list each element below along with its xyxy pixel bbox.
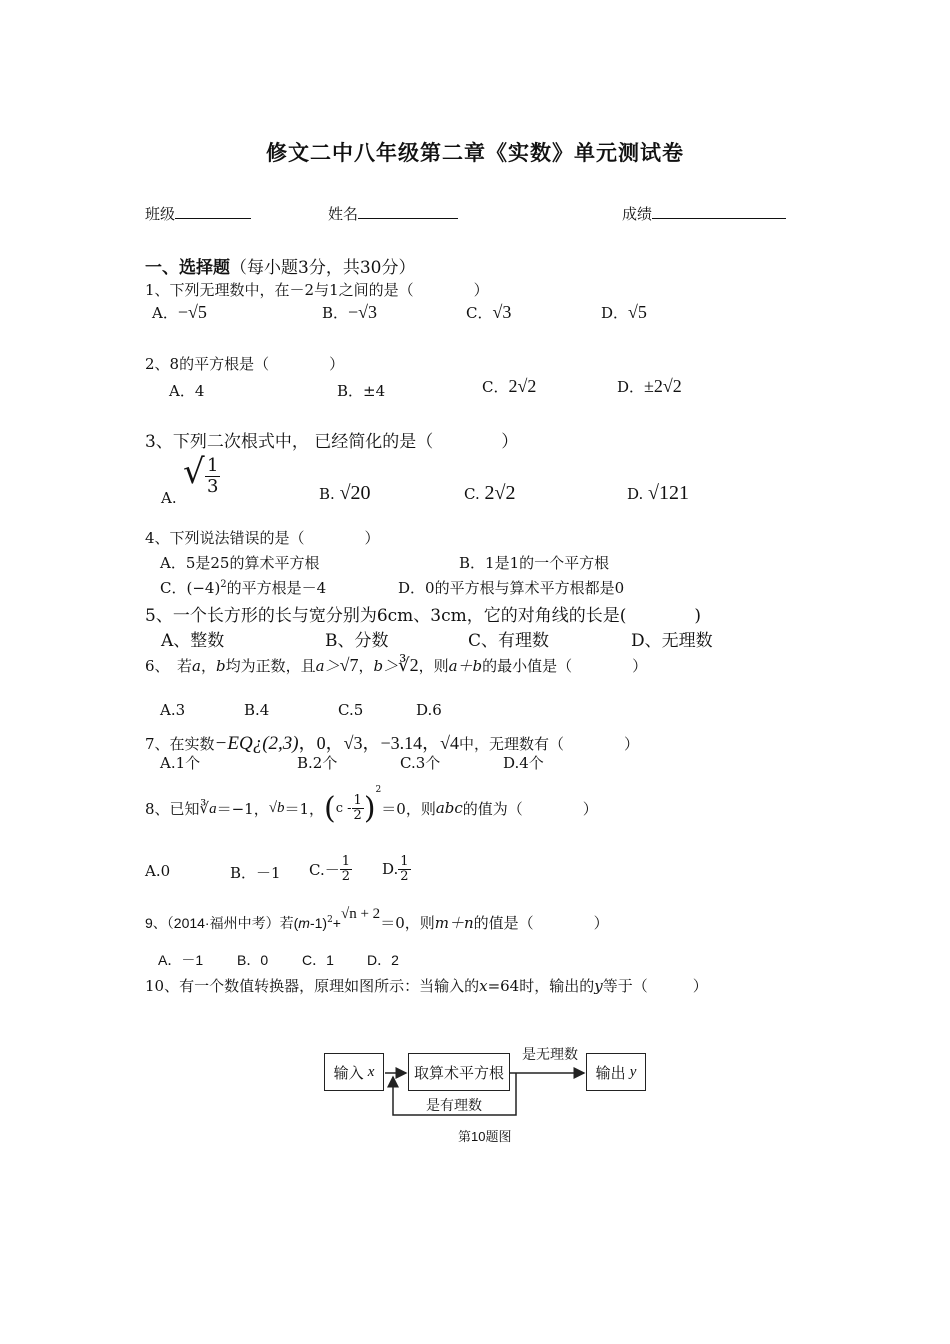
q8-sqrt-b: √b	[268, 799, 285, 816]
q4-stem: 4、下列说法错误的是（ ）	[145, 529, 380, 547]
q7-option-c[interactable]: C.3个	[400, 754, 441, 772]
q6-option-a[interactable]: A.3	[160, 701, 186, 719]
q1-c-value: √3	[492, 302, 512, 322]
q2-option-b[interactable]: B．±4	[337, 382, 386, 400]
q1-option-b[interactable]	[322, 302, 377, 323]
q3-option-a[interactable]	[161, 452, 219, 507]
q7-option-a[interactable]: A.1个	[160, 754, 201, 772]
name-field[interactable]	[328, 203, 458, 224]
score-field[interactable]	[622, 203, 786, 224]
q8-d-frac	[398, 855, 410, 884]
q10-y: y	[594, 977, 603, 995]
q5-stem: 5、一个长方形的长与宽分别为6cm、3cm，它的对角线的长是( )	[145, 606, 701, 626]
converter-diagram	[300, 1040, 660, 1150]
q3-c-value: 2√2	[484, 482, 516, 504]
q2-option-a[interactable]: A．4	[169, 382, 205, 400]
q4-option-a[interactable]: A．5是25的算术平方根	[160, 554, 320, 572]
q3-b-label: B.	[319, 485, 335, 503]
q3-a-fraction	[205, 456, 220, 497]
q3-a-sqrt-icon: √	[183, 452, 205, 492]
q3-d-label: D.	[627, 485, 644, 503]
q6-comma: ，	[201, 657, 217, 675]
section-heading	[145, 253, 415, 278]
q3-b-value: √20	[339, 482, 371, 504]
q10-stem	[145, 975, 708, 996]
q8-option-c[interactable]	[309, 850, 352, 888]
q6-stem	[145, 655, 647, 676]
q7-expr: −EQ¿(2,3)	[214, 733, 299, 754]
q6-pre: 6、 若	[145, 657, 193, 675]
q6-sep: ，	[358, 657, 374, 675]
q1-d-value: √5	[628, 302, 647, 322]
q4-option-c[interactable]	[160, 577, 326, 598]
q8-option-d[interactable]	[382, 850, 411, 888]
q8-left-paren-icon: (	[324, 790, 336, 826]
q10-pre: 10、有一个数值转换器，原理如图所示：当输入的	[145, 977, 480, 995]
q1-a-label: A．	[152, 304, 178, 322]
q8-eq2: ＝1，	[284, 799, 325, 818]
q7-option-d[interactable]: D.4个	[503, 754, 544, 772]
q7-list: ，0，√3，−3.14，√4	[298, 733, 460, 753]
q5-option-d[interactable]: D、无理数	[631, 631, 713, 651]
q3-option-c[interactable]	[464, 482, 515, 505]
q9-exp: 2	[327, 915, 333, 925]
q5-option-b[interactable]: B、分数	[325, 631, 389, 651]
q7-pre: 7、在实数	[145, 735, 215, 753]
q1-d-label: D．	[601, 304, 629, 322]
q6-end: 的最小值是（ ）	[482, 657, 648, 675]
q8-stem	[145, 785, 598, 831]
q4-c-post: 的平方根是－4	[226, 579, 327, 597]
q8-right-paren-icon: )	[363, 790, 376, 826]
q2-option-d[interactable]	[617, 376, 682, 397]
q2-c-value: 2√2	[508, 376, 537, 396]
q8-c-label: C.－	[309, 860, 340, 879]
q8-c-frac	[340, 855, 352, 884]
q7-option-b[interactable]: B.2个	[297, 754, 338, 772]
q3-a-num: 1	[207, 455, 219, 476]
irrational-label: 是无理数	[522, 1046, 578, 1062]
input-label: 输入	[333, 1064, 364, 1082]
q1-c-label: C．	[466, 304, 493, 322]
q3-d-value: √121	[648, 482, 690, 504]
q1-option-c[interactable]	[466, 302, 511, 323]
q6-option-b[interactable]: B.4	[244, 701, 270, 719]
q6-sqrt7: √7	[339, 655, 359, 675]
q1-option-a[interactable]	[152, 302, 207, 323]
q2-c-label: C．	[482, 378, 509, 396]
score-label: 成绩	[622, 205, 653, 223]
output-label: 输出	[595, 1064, 626, 1082]
q8-eq3: ＝0，则	[381, 799, 436, 818]
class-field[interactable]	[145, 203, 251, 224]
q3-option-b[interactable]	[319, 482, 371, 505]
q9-stem	[145, 906, 609, 933]
q8-pre: 8、已知	[145, 799, 200, 818]
q6-gt2: b＞	[373, 657, 399, 675]
q9-mn: m＋n	[434, 914, 474, 932]
q8-c-num: 1	[341, 853, 350, 869]
q6-option-c[interactable]: C.5	[338, 701, 364, 719]
class-label: 班级	[145, 205, 176, 223]
q4-c-pre: C．(−4)	[160, 579, 221, 597]
output-box	[586, 1053, 646, 1091]
q3-option-d[interactable]	[627, 482, 689, 505]
name-label: 姓名	[328, 205, 359, 223]
q9-eq: ＝0，则	[380, 914, 435, 932]
rational-label: 是有理数	[426, 1097, 482, 1113]
q1-stem: 1、下列无理数中，在－2与1之间的是（ ）	[145, 281, 489, 299]
q5-option-a[interactable]: A、整数	[161, 631, 225, 651]
q3-stem: 3、下列二次根式中， 已经简化的是（ ）	[145, 432, 519, 452]
input-var: x	[367, 1063, 375, 1080]
q7-stem	[145, 729, 639, 755]
q9-end: 的值是（ ）	[473, 914, 609, 932]
q9-option-a[interactable]: A．－1	[158, 952, 204, 968]
q9-plus: +	[332, 915, 341, 931]
q6-gt1: a＞	[315, 657, 340, 675]
q6-var-a: a	[192, 657, 201, 675]
q1-b-value: −√3	[348, 302, 378, 322]
q2-option-c[interactable]	[482, 376, 536, 397]
q9-m: m	[298, 915, 310, 931]
section-note: （每小题3分，共30分）	[230, 258, 416, 278]
q2-stem: 2、8的平方根是（ ）	[145, 355, 345, 373]
q5-option-c[interactable]: C、有理数	[468, 631, 550, 651]
q9-option-c[interactable]: C．1	[302, 952, 334, 968]
q7-post: 中，无理数有（ ）	[459, 735, 640, 753]
process-box	[408, 1053, 510, 1091]
q2-d-label: D．	[617, 378, 645, 396]
q8-exp: 2	[375, 785, 382, 795]
q10-x: x	[479, 977, 488, 995]
q1-a-value: −√5	[177, 302, 207, 322]
class-blank[interactable]	[175, 203, 251, 219]
q4-option-d[interactable]: D．0的平方根与算术平方根都是0	[398, 579, 625, 597]
q6-cbrt2: ∛2	[398, 655, 419, 675]
q9-option-b[interactable]: B．0	[237, 952, 269, 968]
q8-half-num: 1	[353, 792, 362, 808]
q10-post: 等于（ ）	[602, 977, 708, 995]
q8-paren-pre: c -	[335, 800, 352, 816]
q6-option-d[interactable]: D.6	[416, 701, 442, 719]
q8-cbrt-a: ∛a	[199, 800, 217, 817]
q6-post: ，则	[418, 657, 449, 675]
q8-abc: abc	[435, 799, 463, 817]
q6-sum: a＋b	[448, 657, 483, 675]
q8-d-den: 2	[400, 868, 409, 884]
q9-option-d[interactable]: D．2	[367, 952, 399, 968]
q8-d-label: D.	[382, 860, 399, 878]
process-label: 取算术平方根	[413, 1064, 504, 1082]
q8-half	[352, 794, 364, 823]
score-blank[interactable]	[652, 203, 786, 219]
q4-option-b[interactable]: B．1是1的一个平方根	[459, 554, 610, 572]
q6-mid: 均为正数，且	[225, 657, 316, 675]
q8-c-den: 2	[341, 868, 350, 884]
q3-a-label: A.	[161, 489, 177, 507]
q9-pre: 9、（2014·福州中考）若(	[145, 915, 299, 931]
q8-eq1: ＝−1，	[216, 799, 269, 818]
name-blank[interactable]	[358, 203, 458, 219]
input-box	[324, 1053, 384, 1091]
q3-a-den: 3	[207, 476, 219, 497]
q1-option-d[interactable]	[601, 302, 647, 323]
diagram-caption: 第10题图	[458, 1129, 512, 1144]
q1-b-label: B．	[322, 304, 349, 322]
q4-c-exp: 2	[220, 579, 227, 590]
q8-option-a[interactable]: A.0	[145, 862, 171, 880]
page-title: 修文二中八年级第二章《实数》单元测试卷	[266, 140, 684, 165]
section-name: 一、选择题	[145, 258, 230, 278]
q3-c-label: C.	[464, 485, 480, 503]
q2-d-value: ±2√2	[644, 376, 682, 396]
q10-mid: =64时，输出的	[487, 977, 595, 995]
q8-half-den: 2	[353, 807, 362, 823]
q9-sqrt-expr: √n + 2	[340, 906, 381, 922]
q8-option-b[interactable]: B．－1	[230, 864, 281, 882]
q6-var-b: b	[216, 657, 226, 675]
q9-m-post: -1)	[309, 915, 328, 931]
q8-d-num: 1	[400, 853, 409, 869]
output-var: y	[629, 1063, 637, 1080]
q8-end: 的值为（ ）	[462, 799, 598, 818]
